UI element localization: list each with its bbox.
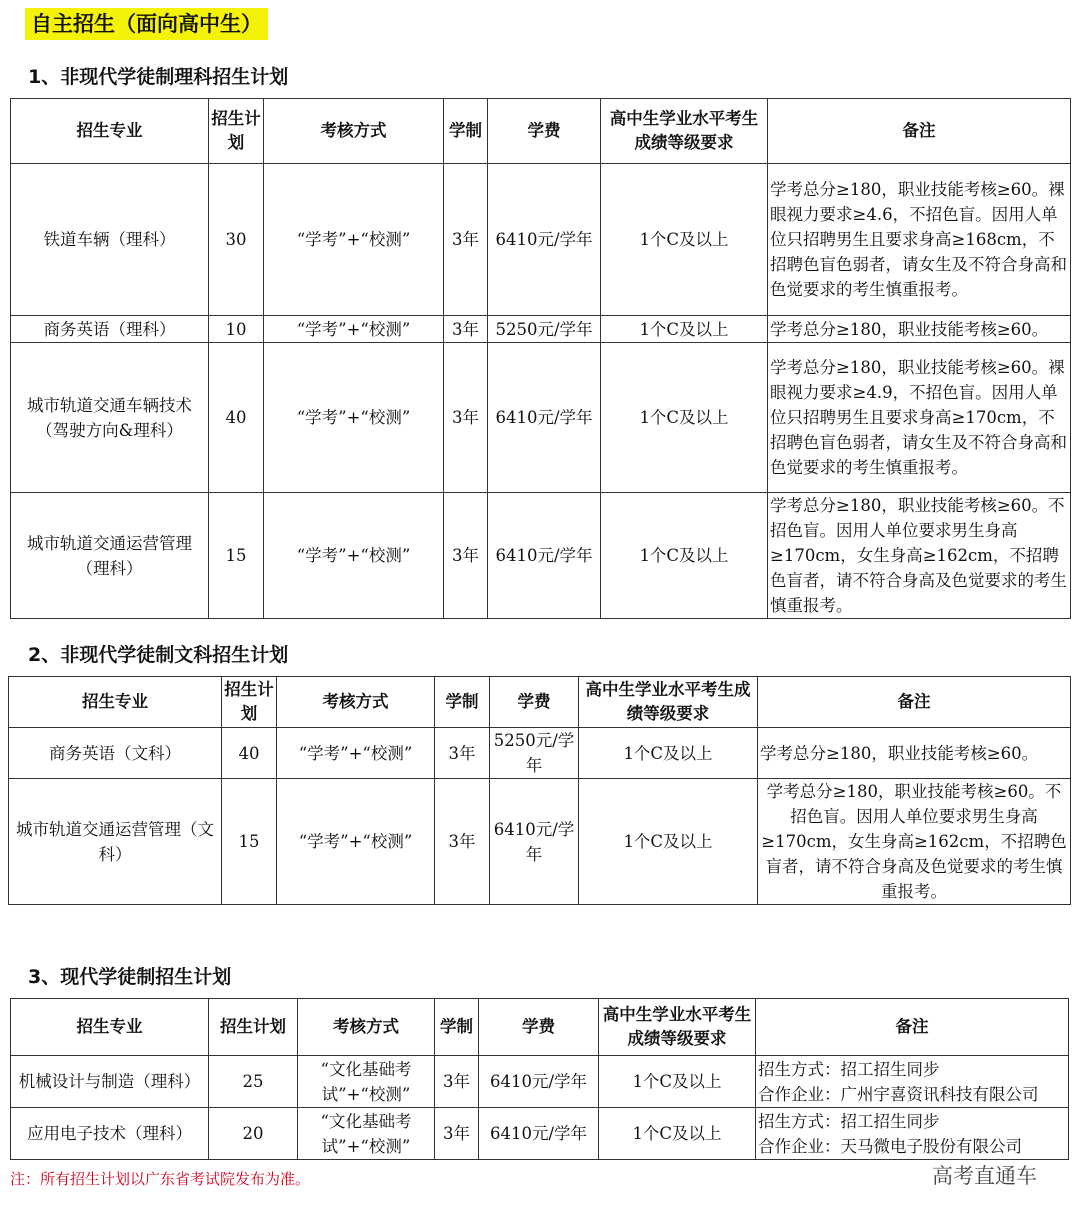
remarks-cell: 招生方式：招工招生同步 合作企业：天马微电子股份有限公司	[756, 1108, 1069, 1160]
table-row	[9, 728, 1071, 779]
tuition-cell: 6410元/学年	[490, 779, 579, 905]
tuition-cell: 6410元/学年	[479, 1108, 599, 1160]
major-cell: 铁道车辆（理科）	[11, 164, 209, 316]
table-row	[9, 779, 1071, 905]
assessment-cell: “学考”+“校测”	[264, 316, 444, 343]
major-cell: 城市轨道交通运营管理（理科）	[11, 493, 209, 619]
header-row	[9, 677, 1071, 728]
column-header: 招生专业	[11, 999, 209, 1056]
column-header: 高中生学业水平考生成绩等级要求	[599, 999, 756, 1056]
header-row	[11, 99, 1071, 164]
column-header: 招生专业	[11, 99, 209, 164]
column-header: 高中生学业水平考生成绩等级要求	[579, 677, 758, 728]
column-header: 学费	[488, 99, 601, 164]
column-header: 考核方式	[298, 999, 435, 1056]
assessment-cell: “文化基础考试”+“校测”	[298, 1108, 435, 1160]
major-cell: 商务英语（理科）	[11, 316, 209, 343]
tuition-cell: 5250元/学年	[488, 316, 601, 343]
major-cell: 城市轨道交通车辆技术（驾驶方向&理科）	[11, 343, 209, 493]
assessment-cell: “文化基础考试”+“校测”	[298, 1056, 435, 1108]
duration-cell: 3年	[444, 164, 488, 316]
remarks-cell: 学考总分≥180，职业技能考核≥60。	[768, 316, 1071, 343]
column-header: 学费	[490, 677, 579, 728]
grade-requirement-cell: 1个C及以上	[601, 493, 768, 619]
footnote: 注：所有招生计划以广东省考试院发布为准。	[10, 1170, 311, 1188]
assessment-cell: “学考”+“校测”	[277, 779, 435, 905]
column-header: 招生计划	[222, 677, 277, 728]
remarks-cell: 学考总分≥180，职业技能考核≥60。不招色盲。因用人单位要求男生身高≥170cm，女生身高≥162cm，不招聘色盲者，请不符合身高及色觉要求的考生慎重报考。	[758, 779, 1071, 905]
column-header: 学制	[435, 999, 479, 1056]
assessment-cell: “学考”+“校测”	[264, 343, 444, 493]
quota-cell: 20	[209, 1108, 298, 1160]
column-header: 学费	[479, 999, 599, 1056]
remarks-cell: 招生方式：招工招生同步 合作企业：广州宇喜资讯科技有限公司	[756, 1056, 1069, 1108]
duration-cell: 3年	[444, 493, 488, 619]
section-heading-3: 3、现代学徒制招生计划	[28, 966, 232, 988]
section-heading-1: 1、非现代学徒制理科招生计划	[28, 66, 289, 88]
quota-cell: 25	[209, 1056, 298, 1108]
assessment-cell: “学考”+“校测”	[277, 728, 435, 779]
quota-cell: 40	[209, 343, 264, 493]
table-row	[11, 164, 1071, 316]
page-title: 自主招生（面向高中生）	[25, 8, 268, 40]
table-row	[11, 343, 1071, 493]
remarks-cell: 学考总分≥180，职业技能考核≥60。	[758, 728, 1071, 779]
column-header: 学制	[435, 677, 490, 728]
duration-cell: 3年	[435, 779, 490, 905]
tuition-cell: 6410元/学年	[479, 1056, 599, 1108]
major-cell: 城市轨道交通运营管理（文科）	[9, 779, 222, 905]
remarks-cell: 学考总分≥180，职业技能考核≥60。裸眼视力要求≥4.6，不招色盲。因用人单位只招聘男生且要求身高≥168cm，不招聘色盲色弱者，请女生及不符合身高和色觉要求的考生慎重报考。	[768, 164, 1071, 316]
apprenticeship-plan-table	[10, 998, 1069, 1160]
grade-requirement-cell: 1个C及以上	[579, 779, 758, 905]
column-header: 备注	[768, 99, 1071, 164]
science-plan-table	[10, 98, 1071, 619]
grade-requirement-cell: 1个C及以上	[601, 343, 768, 493]
duration-cell: 3年	[435, 1108, 479, 1160]
remarks-cell: 学考总分≥180，职业技能考核≥60。裸眼视力要求≥4.9，不招色盲。因用人单位只招聘男生且要求身高≥170cm，不招聘色盲色弱者，请女生及不符合身高和色觉要求的考生慎重报考。	[768, 343, 1071, 493]
remarks-cell: 学考总分≥180，职业技能考核≥60。不招色盲。因用人单位要求男生身高≥170cm，女生身高≥162cm，不招聘色盲者，请不符合身高及色觉要求的考生慎重报考。	[768, 493, 1071, 619]
section-heading-2: 2、非现代学徒制文科招生计划	[28, 644, 289, 666]
quota-cell: 15	[209, 493, 264, 619]
column-header: 招生计划	[209, 99, 264, 164]
header-row	[11, 999, 1069, 1056]
table-row	[11, 1056, 1069, 1108]
column-header: 高中生学业水平考生成绩等级要求	[601, 99, 768, 164]
watermark: 高考直通车	[932, 1164, 1037, 1188]
column-header: 备注	[758, 677, 1071, 728]
column-header: 招生专业	[9, 677, 222, 728]
duration-cell: 3年	[435, 728, 490, 779]
quota-cell: 30	[209, 164, 264, 316]
duration-cell: 3年	[444, 343, 488, 493]
grade-requirement-cell: 1个C及以上	[599, 1108, 756, 1160]
table-row	[11, 493, 1071, 619]
quota-cell: 15	[222, 779, 277, 905]
column-header: 备注	[756, 999, 1069, 1056]
column-header: 考核方式	[277, 677, 435, 728]
major-cell: 商务英语（文科）	[9, 728, 222, 779]
grade-requirement-cell: 1个C及以上	[601, 164, 768, 316]
column-header: 考核方式	[264, 99, 444, 164]
assessment-cell: “学考”+“校测”	[264, 493, 444, 619]
table-row	[11, 316, 1071, 343]
column-header: 学制	[444, 99, 488, 164]
column-header: 招生计划	[209, 999, 298, 1056]
tuition-cell: 6410元/学年	[488, 343, 601, 493]
quota-cell: 40	[222, 728, 277, 779]
assessment-cell: “学考”+“校测”	[264, 164, 444, 316]
grade-requirement-cell: 1个C及以上	[599, 1056, 756, 1108]
tuition-cell: 6410元/学年	[488, 164, 601, 316]
arts-plan-table	[8, 676, 1071, 905]
major-cell: 应用电子技术（理科）	[11, 1108, 209, 1160]
tuition-cell: 6410元/学年	[488, 493, 601, 619]
grade-requirement-cell: 1个C及以上	[601, 316, 768, 343]
major-cell: 机械设计与制造（理科）	[11, 1056, 209, 1108]
duration-cell: 3年	[435, 1056, 479, 1108]
quota-cell: 10	[209, 316, 264, 343]
table-row	[11, 1108, 1069, 1160]
duration-cell: 3年	[444, 316, 488, 343]
grade-requirement-cell: 1个C及以上	[579, 728, 758, 779]
tuition-cell: 5250元/学年	[490, 728, 579, 779]
